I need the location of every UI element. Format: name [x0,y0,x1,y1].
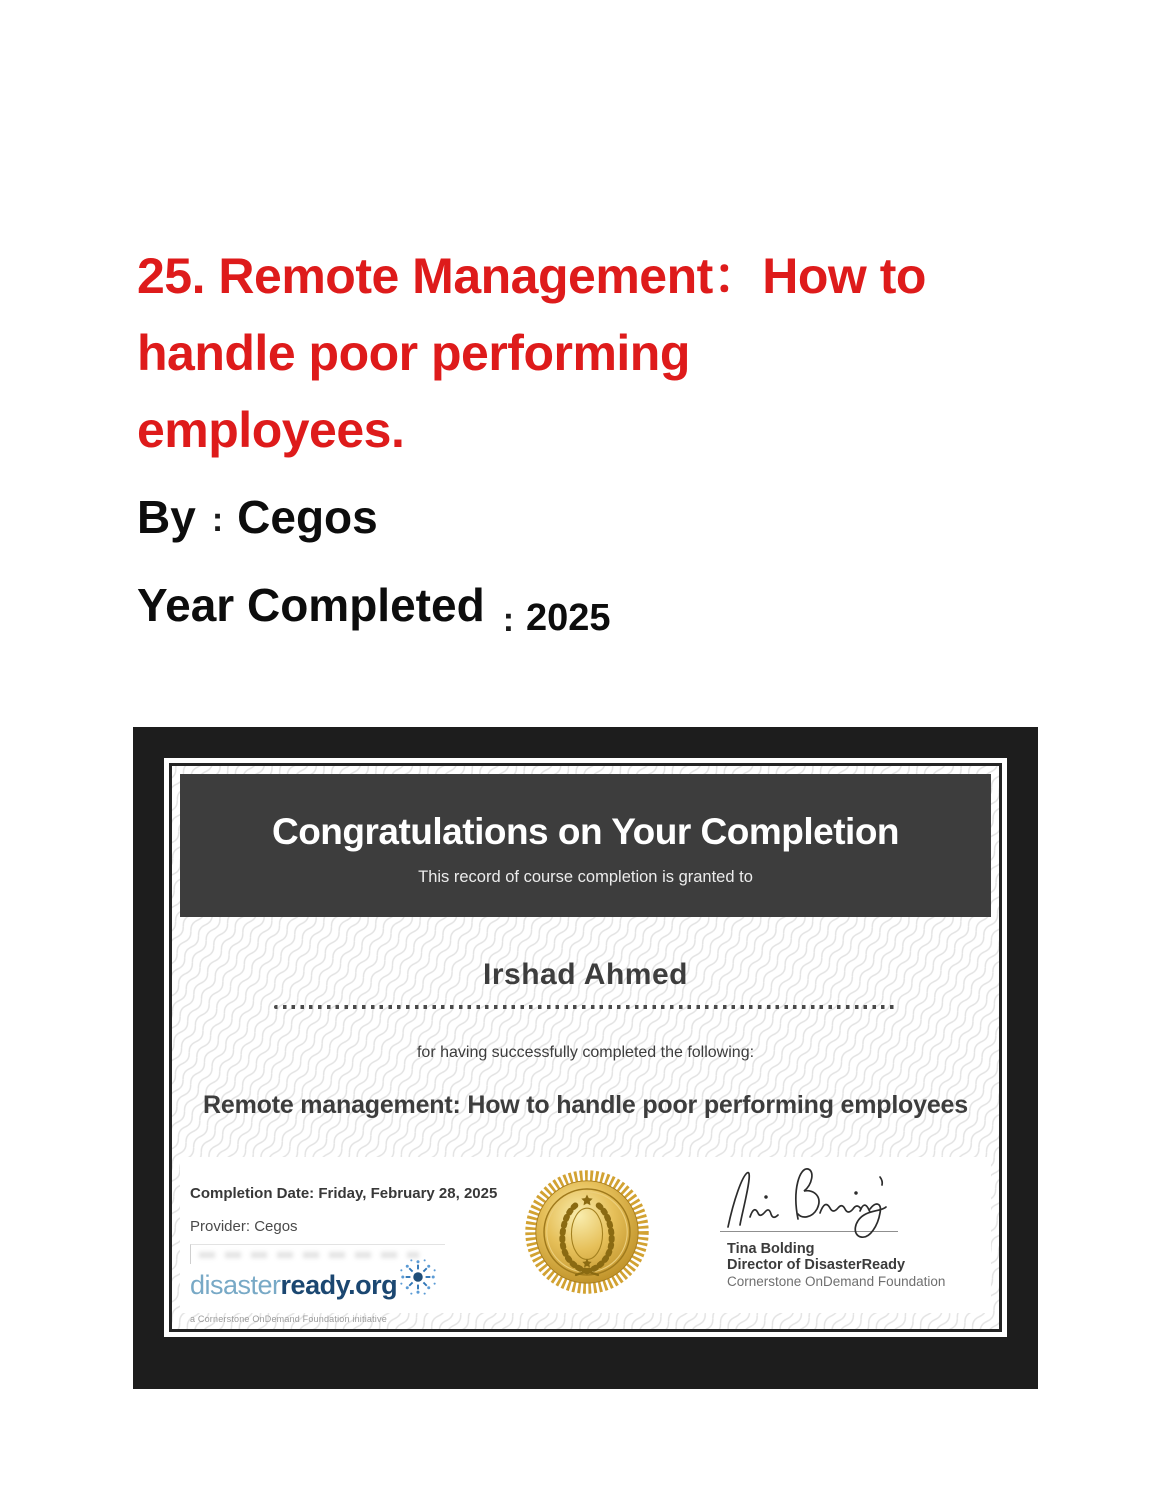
byline-separator: : [211,501,224,539]
certificate [172,766,999,1329]
dotted-rule [274,1005,897,1009]
provider: Provider: Cegos [190,1218,298,1235]
disasterready-logo [190,1270,520,1313]
completion-details [190,1185,520,1324]
certificate-mat [164,758,1007,1337]
certificate-footer [180,1157,991,1324]
gold-seal-icon [523,1159,651,1305]
page-title-line-1: 25. Remote Management：How to [137,248,926,304]
signature-icon [720,1159,905,1241]
logo-text-bold: ready.org [280,1270,398,1300]
certificate-body [180,917,991,1157]
starburst-icon [399,1258,437,1301]
signatory-title: Director of DisasterReady [727,1257,906,1273]
year-label: Year Completed [137,579,485,631]
year-value: 2025 [526,597,611,639]
year-completed [137,576,611,639]
redacted-smudge [199,1252,419,1258]
certificate-title: Congratulations on Your Completion [271,811,900,852]
page-title [137,238,1037,469]
recipient-name: Irshad Ahmed [483,958,688,991]
byline [137,488,378,551]
byline-value: Cegos [237,491,378,543]
logo-tagline: a Cornerstone OnDemand Foundation initiative [190,1314,387,1324]
completion-date: Completion Date: Friday, February 28, 2025 [190,1185,498,1202]
certificate-border [169,763,1002,1332]
page-title-line-3: employees. [137,402,405,458]
certificate-subtitle: This record of course completion is granted to [418,868,753,886]
year-separator: : [502,601,515,639]
course-title: Remote management: How to handle poor performing employees [203,1091,968,1119]
certificate-header [180,774,991,917]
byline-label: By [137,491,196,543]
certificate-frame [133,727,1038,1389]
completion-intro: for having successfully completed the following: [416,1044,755,1061]
signature-block [720,1159,985,1290]
page-title-line-2: handle poor performing [137,325,690,381]
signatory-name: Tina Bolding [727,1241,815,1257]
logo-text-light: disaster [190,1270,281,1300]
signatory-org: Cornerstone OnDemand Foundation [727,1274,946,1289]
